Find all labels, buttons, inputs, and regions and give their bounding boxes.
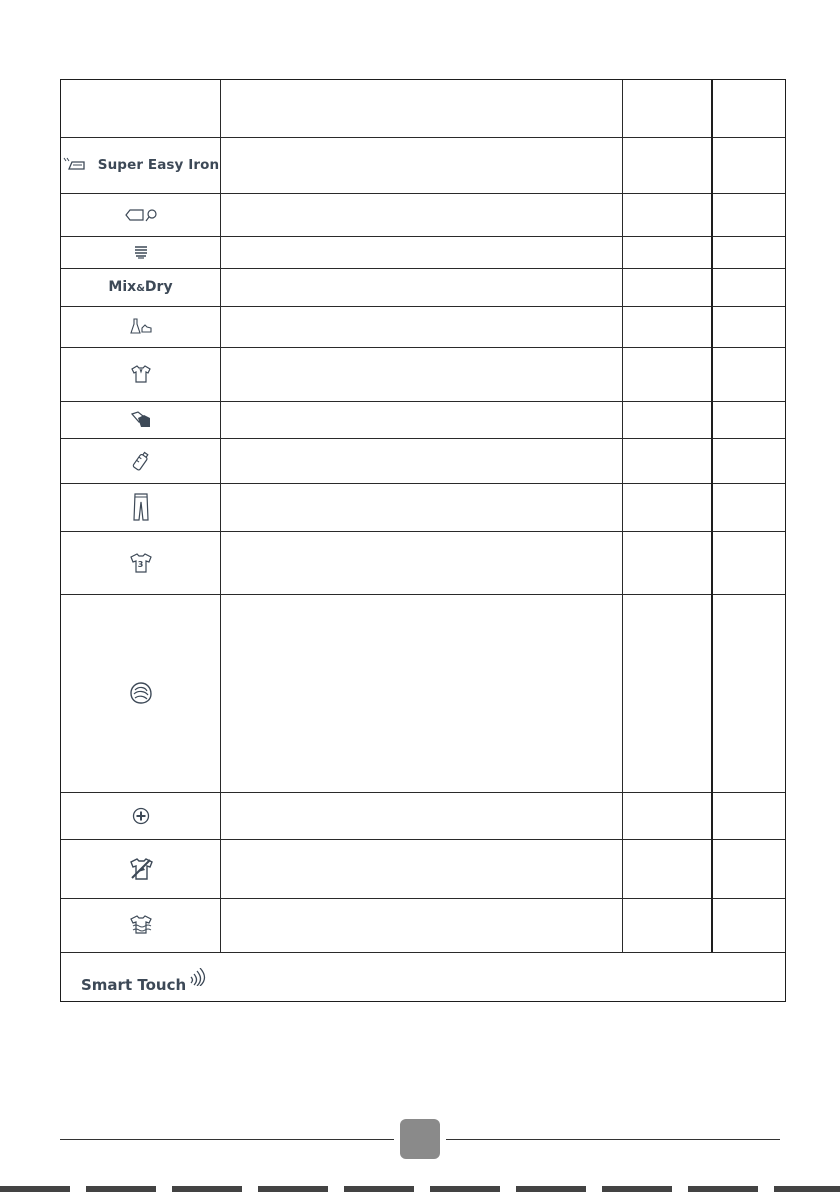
row-stack bbox=[61, 236, 220, 268]
scan-edge bbox=[0, 1186, 840, 1192]
row-jeans bbox=[61, 483, 220, 531]
stacked-clothes-icon bbox=[133, 244, 149, 260]
page-number-badge bbox=[400, 1119, 440, 1159]
nfc-waves-icon bbox=[188, 968, 206, 986]
rinse-shirt-icon bbox=[130, 915, 152, 935]
row-bottle bbox=[61, 438, 220, 483]
baby-bottle-icon bbox=[132, 449, 150, 473]
smart-touch-logo bbox=[81, 972, 206, 994]
row-shirt-3 bbox=[61, 531, 220, 594]
shirt-icon bbox=[131, 365, 151, 383]
jeans-icon bbox=[133, 493, 149, 521]
tag-leaf-icon bbox=[121, 208, 161, 222]
smart-touch-label: Smart Touch bbox=[81, 976, 187, 994]
footer-rule-right bbox=[446, 1139, 780, 1140]
row-hygiene bbox=[61, 792, 220, 839]
dark-garments-icon bbox=[129, 410, 153, 430]
program-table bbox=[60, 79, 786, 1002]
row-super-easy-iron bbox=[61, 137, 220, 193]
flask-shoe-icon bbox=[130, 318, 152, 336]
row-dark bbox=[61, 401, 220, 438]
super-easy-iron-label: Super Easy Iron bbox=[97, 157, 220, 173]
row-smart-touch bbox=[61, 952, 785, 1001]
row-rinse bbox=[61, 898, 220, 952]
column-divider bbox=[711, 80, 713, 952]
column-divider bbox=[220, 80, 221, 952]
shirt-3-icon bbox=[130, 553, 152, 573]
column-divider bbox=[622, 80, 623, 952]
shirt-number: 3 bbox=[137, 559, 144, 569]
stain-shirt-icon bbox=[129, 858, 153, 880]
row-shirt bbox=[61, 347, 220, 401]
hygiene-plus-icon bbox=[132, 807, 150, 825]
mix-dry-label: Mix&Dry bbox=[108, 279, 173, 295]
row-mix-dry bbox=[61, 268, 220, 306]
row-tag-leaf bbox=[61, 193, 220, 236]
wool-icon bbox=[129, 681, 153, 705]
iron-icon bbox=[62, 157, 88, 173]
row-stain bbox=[61, 839, 220, 898]
footer-rule-left bbox=[60, 1139, 394, 1140]
row-wool bbox=[61, 594, 220, 792]
row-lab-shoes bbox=[61, 306, 220, 347]
